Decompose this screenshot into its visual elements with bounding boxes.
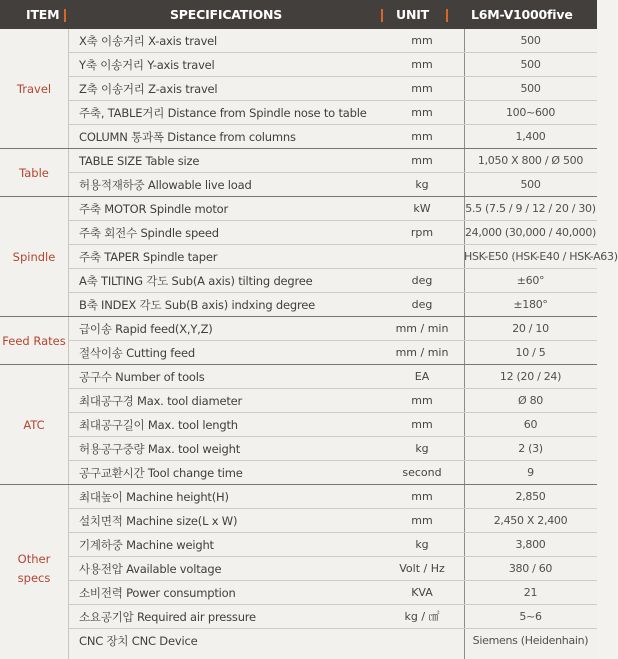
spec-value: ±180° xyxy=(513,298,548,311)
spec-row xyxy=(68,293,597,317)
spec-unit: kg xyxy=(415,442,429,455)
spec-name: TABLE SIZE Table size xyxy=(79,154,200,168)
table-header xyxy=(0,0,597,29)
spec-group xyxy=(0,365,597,485)
spec-unit: Volt / Hz xyxy=(399,562,445,575)
spec-unit: mm xyxy=(411,394,433,407)
spec-row xyxy=(68,485,597,509)
spec-name: Y축 이송거리 Y-axis travel xyxy=(79,58,215,72)
spec-row xyxy=(68,173,597,197)
spec-value: 380 / 60 xyxy=(508,562,553,575)
spec-unit: KVA xyxy=(411,586,433,599)
spec-name: 공구교환시간 Tool change time xyxy=(79,466,243,480)
spec-group xyxy=(0,29,597,149)
spec-row xyxy=(68,269,597,293)
group-label: Feed Rates xyxy=(2,333,66,348)
spec-unit: mm xyxy=(411,418,433,431)
group-label: Table xyxy=(19,165,49,180)
spec-group xyxy=(0,485,597,653)
header-divider xyxy=(381,9,383,22)
spec-name: 공구수 Number of tools xyxy=(79,370,205,384)
spec-name: COLUMN 통과폭 Distance from columns xyxy=(79,130,296,144)
spec-unit: mm xyxy=(411,58,433,71)
spec-value: 60 xyxy=(523,418,538,431)
spec-row xyxy=(68,365,597,389)
spec-row xyxy=(68,461,597,485)
spec-row xyxy=(68,533,597,557)
spec-row xyxy=(68,629,597,653)
spec-name: 소요공기압 Required air pressure xyxy=(79,610,256,624)
spec-group xyxy=(0,317,597,365)
spec-name: 허용공구중량 Max. tool weight xyxy=(79,442,240,456)
spec-value: Ø 80 xyxy=(518,394,543,407)
spec-unit: mm xyxy=(411,34,433,47)
spec-value: 12 (20 / 24) xyxy=(499,370,562,383)
spec-value: 500 xyxy=(520,58,541,71)
spec-row xyxy=(68,437,597,461)
spec-value: 2 (3) xyxy=(518,442,543,455)
spec-name: B축 INDEX 각도 Sub(B axis) indxing degree xyxy=(79,298,316,312)
spec-row xyxy=(68,101,597,125)
spec-value: 20 / 10 xyxy=(512,322,549,335)
spec-row xyxy=(68,53,597,77)
spec-unit: kg xyxy=(415,538,429,551)
header-divider xyxy=(64,9,66,22)
spec-unit: mm / min xyxy=(395,346,449,359)
spec-row xyxy=(68,509,597,533)
spec-row xyxy=(68,341,597,365)
spec-unit: mm xyxy=(411,106,433,119)
spec-row xyxy=(68,29,597,53)
spec-name: 사용전압 Available voltage xyxy=(79,562,222,576)
spec-value: 2,850 xyxy=(515,490,546,503)
spec-row xyxy=(68,581,597,605)
spec-value: 1,400 xyxy=(515,130,546,143)
spec-name: 기계하중 Machine weight xyxy=(79,538,214,552)
spec-value: 9 xyxy=(527,466,534,479)
spec-unit: mm / min xyxy=(395,322,449,335)
header-unit: UNIT xyxy=(396,7,429,22)
spec-value: ±60° xyxy=(516,274,545,287)
spec-name: 설치면적 Machine size(L x W) xyxy=(79,514,238,528)
spec-value: 1,050 X 800 / Ø 500 xyxy=(477,154,584,167)
spec-value: 500 xyxy=(520,178,541,191)
spec-row xyxy=(68,125,597,149)
spec-name: 주축, TABLE거리 Distance from Spindle nose to table xyxy=(79,106,367,120)
spec-value: Siemens (Heidenhain) xyxy=(472,634,589,647)
spec-row xyxy=(68,557,597,581)
spec-unit: deg xyxy=(411,274,433,287)
spec-unit: deg xyxy=(411,298,433,311)
header-specifications: SPECIFICATIONS xyxy=(170,7,283,22)
spec-row xyxy=(68,413,597,437)
spec-unit: second xyxy=(402,466,442,479)
spec-row xyxy=(68,221,597,245)
spec-name: X축 이송거리 X-axis travel xyxy=(79,34,218,48)
group-label: ATC xyxy=(23,417,45,432)
spec-unit: kg xyxy=(415,178,429,191)
spec-unit xyxy=(380,629,464,653)
spec-value: 3,800 xyxy=(515,538,546,551)
spec-value: 100~600 xyxy=(505,106,556,119)
spec-value: 500 xyxy=(520,82,541,95)
spec-row xyxy=(68,245,618,269)
spec-unit: kg / ㎠ xyxy=(404,610,440,623)
spec-name: Z축 이송거리 Z-axis travel xyxy=(79,82,218,96)
header-divider xyxy=(446,9,448,22)
spec-name: 주축 MOTOR Spindle motor xyxy=(79,202,228,216)
spec-value: 2,450 X 2,400 xyxy=(493,514,568,527)
spec-unit: mm xyxy=(411,154,433,167)
spec-row xyxy=(68,77,597,101)
spec-value: 24,000 (30,000 / 40,000) xyxy=(464,226,597,239)
spec-unit: mm xyxy=(411,514,433,527)
spec-name: 최대높이 Machine height(H) xyxy=(79,490,229,504)
spec-name: 최대공구경 Max. tool diameter xyxy=(79,394,243,408)
spec-row xyxy=(68,149,597,173)
spec-row xyxy=(68,389,597,413)
spec-name: A축 TILTING 각도 Sub(A axis) tilting degree xyxy=(79,274,313,288)
spec-value: 5~6 xyxy=(519,610,542,623)
spec-unit: mm xyxy=(411,82,433,95)
group-label: Travel xyxy=(16,81,52,96)
spec-unit xyxy=(380,245,464,269)
spec-unit: rpm xyxy=(410,226,434,239)
spec-unit: kW xyxy=(413,202,431,215)
spec-name: 주축 회전수 Spindle speed xyxy=(79,226,219,240)
spec-row xyxy=(68,197,597,221)
spec-unit: mm xyxy=(411,130,433,143)
spec-name: 급이송 Rapid feed(X,Y,Z) xyxy=(79,322,213,336)
spec-value: 5.5 (7.5 / 9 / 12 / 20 / 30) xyxy=(465,202,596,215)
spec-group xyxy=(0,149,597,197)
spec-row xyxy=(68,317,597,341)
spec-name: CNC 장치 CNC Device xyxy=(79,634,198,648)
spec-unit: EA xyxy=(414,370,430,383)
spec-value: 21 xyxy=(523,586,538,599)
spec-row xyxy=(68,605,597,629)
spec-name: 최대공구길이 Max. tool length xyxy=(79,418,238,432)
spec-value: 500 xyxy=(520,34,541,47)
spec-group xyxy=(0,197,618,317)
spec-name: 절삭이송 Cutting feed xyxy=(79,346,195,360)
spec-name: 주축 TAPER Spindle taper xyxy=(79,250,218,264)
spec-value: 10 / 5 xyxy=(515,346,546,359)
group-label: Spindle xyxy=(12,249,56,264)
header-model: L6M-V1000five xyxy=(471,7,573,22)
spec-name: 허용적재하중 Allowable live load xyxy=(79,178,252,192)
spec-value: HSK-E50 (HSK-E40 / HSK-A63) xyxy=(464,250,618,263)
header-item: ITEM xyxy=(26,7,60,22)
group-label: Other specs xyxy=(17,552,51,585)
spec-name: 소비전력 Power consumption xyxy=(79,586,236,600)
spec-unit: mm xyxy=(411,490,433,503)
